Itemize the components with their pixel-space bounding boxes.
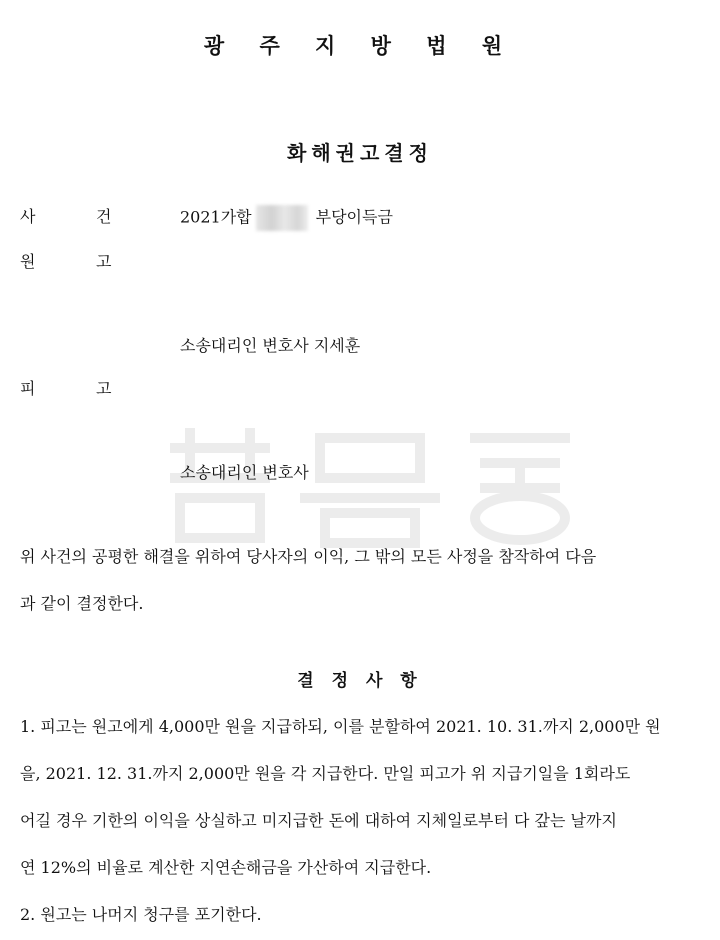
document-title: 화해권고결정 bbox=[287, 141, 433, 165]
plaintiff-row bbox=[0, 250, 720, 274]
plaintiff-agent-row bbox=[0, 334, 720, 358]
defendant-agent: 소송대리인 변호사 bbox=[180, 463, 309, 482]
defendant-label-2: 고 bbox=[96, 379, 112, 398]
defendant-row bbox=[0, 377, 720, 401]
decision-items bbox=[20, 703, 704, 938]
plaintiff-agent: 소송대리인 변호사 지세훈 bbox=[180, 336, 361, 355]
plaintiff-label-1: 원 bbox=[20, 252, 36, 271]
decision-line-2: 을, 2021. 12. 31.까지 2,000만 원을 각 지급한다. 만일 피고가 위 지급기일을 1회라도 bbox=[20, 764, 631, 783]
case-number: 2021가합 bbox=[180, 207, 252, 227]
decision-line-5: 2. 원고는 나머지 청구를 포기한다. bbox=[20, 905, 262, 924]
decision-line-4: 연 12%의 비율로 계산한 지연손해금을 가산하여 지급한다. bbox=[20, 858, 432, 877]
redacted-block bbox=[256, 205, 308, 231]
decision-heading: 결 정 사 항 bbox=[297, 671, 423, 691]
defendant-agent-row bbox=[0, 461, 720, 485]
plaintiff-label-2: 고 bbox=[96, 252, 112, 271]
case-value bbox=[180, 205, 393, 231]
decision-line-1: 1. 피고는 원고에게 4,000만 원을 지급하되, 이를 분할하여 2021. 10. 31.까지 2,000만 원 bbox=[20, 717, 661, 736]
decision-line-3: 어길 경우 기한의 이익을 상실하고 미지급한 돈에 대하여 지체일로부터 다 갚는 날까지 bbox=[20, 811, 617, 830]
court-name: 광 주 지 방 법 원 bbox=[203, 33, 517, 58]
case-row bbox=[0, 205, 720, 229]
intro-paragraph bbox=[20, 533, 704, 627]
case-label-1: 사 bbox=[20, 207, 36, 226]
intro-line-1: 위 사건의 공평한 해결을 위하여 당사자의 이익, 그 밖의 모든 사정을 참작하여 다음 bbox=[20, 547, 597, 566]
case-name: 부당이득금 bbox=[315, 207, 393, 227]
defendant-label-1: 피 bbox=[20, 379, 36, 398]
case-label-2: 건 bbox=[96, 207, 112, 226]
intro-line-2: 과 같이 결정한다. bbox=[20, 594, 144, 613]
